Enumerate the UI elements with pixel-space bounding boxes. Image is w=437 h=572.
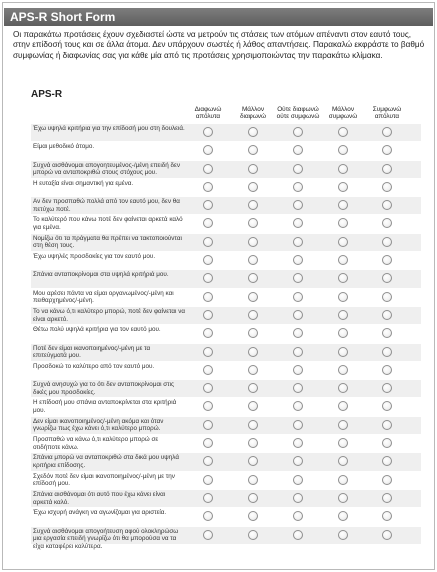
radio-option-1[interactable]	[203, 200, 213, 210]
table-row	[31, 527, 421, 550]
radio-option-4[interactable]	[338, 420, 348, 430]
column-header-strongly-disagree: Διαφωνώ απόλυτα	[194, 106, 222, 121]
question-text: Η ευταξία είναι σημαντική για εμένα.	[33, 179, 134, 187]
radio-option-2[interactable]	[248, 493, 258, 503]
questions-table	[31, 124, 421, 550]
radio-option-1[interactable]	[203, 164, 213, 174]
question-text: Συχνά αισθάνομαι απογοήτευση αφού ολοκληρώσω μια εργασία επειδή γνωρίζω ότι θα μπορούσα να τα είχα καταφέρει καλύτερα.	[33, 527, 179, 550]
question-text: Η επίδοσή μου σπάνια ανταποκρίνεται στα κριτήριά μου.	[33, 399, 177, 415]
radio-option-1[interactable]	[203, 530, 213, 540]
radio-option-4[interactable]	[338, 530, 348, 540]
radio-option-4[interactable]	[338, 218, 348, 228]
radio-option-5[interactable]	[382, 182, 392, 192]
question-text: Έχω ισχυρή ανάγκη να αγωνίζομαι για αριστεία.	[33, 509, 167, 517]
radio-option-3[interactable]	[293, 420, 303, 430]
question-text: Δεν είμαι ικανοποιημένος/-μένη ακόμα και όταν γνωρίζω πως έχω κάνει ό,τι καλύτερο μπορώ.	[33, 417, 164, 433]
column-header-agree: Μάλλον συμφωνώ	[328, 106, 358, 121]
radio-option-3[interactable]	[293, 218, 303, 228]
question-text: Μου αρέσει πάντα να είμαι οργανωμένος/-μένη και πειθαρχημένος/-μένη.	[33, 289, 174, 305]
radio-option-5[interactable]	[382, 127, 392, 137]
radio-option-3[interactable]	[293, 273, 303, 283]
question-text: Το καλύτερό που κάνω ποτέ δεν φαίνεται αρκετά καλό για εμένα.	[33, 216, 183, 232]
radio-option-4[interactable]	[338, 475, 348, 485]
radio-option-3[interactable]	[293, 237, 303, 247]
radio-option-1[interactable]	[203, 310, 213, 320]
radio-option-5[interactable]	[382, 273, 392, 283]
radio-option-5[interactable]	[382, 218, 392, 228]
radio-option-4[interactable]	[338, 456, 348, 466]
radio-option-4[interactable]	[338, 328, 348, 338]
radio-option-3[interactable]	[293, 456, 303, 466]
radio-option-4[interactable]	[338, 310, 348, 320]
radio-option-1[interactable]	[203, 182, 213, 192]
table-row	[31, 124, 421, 142]
column-header-neutral: Ούτε διαφωνώ ούτε συμφωνώ	[276, 106, 320, 121]
radio-option-1[interactable]	[203, 347, 213, 357]
question-text: Το να κάνω ό,τι καλύτερο μπορώ, ποτέ δεν φαίνεται να είναι αρκετό.	[33, 307, 185, 323]
radio-option-1[interactable]	[203, 511, 213, 521]
radio-option-5[interactable]	[382, 255, 392, 265]
radio-option-2[interactable]	[248, 255, 258, 265]
table-row	[31, 490, 421, 508]
radio-option-2[interactable]	[248, 328, 258, 338]
radio-option-3[interactable]	[293, 493, 303, 503]
question-text: Προσδοκώ το καλύτερο από τον εαυτό μου.	[33, 362, 155, 370]
radio-option-3[interactable]	[293, 347, 303, 357]
radio-option-1[interactable]	[203, 365, 213, 375]
radio-option-5[interactable]	[382, 475, 392, 485]
radio-option-4[interactable]	[338, 365, 348, 375]
table-row	[31, 435, 421, 453]
radio-option-4[interactable]	[338, 182, 348, 192]
radio-option-4[interactable]	[338, 127, 348, 137]
table-row	[31, 472, 421, 490]
radio-option-4[interactable]	[338, 401, 348, 411]
radio-option-3[interactable]	[293, 438, 303, 448]
question-text: Αν δεν προσπαθώ πολλά από τον εαυτό μου, δεν θα πετύχω ποτέ.	[33, 198, 180, 213]
table-row	[31, 362, 421, 380]
radio-option-5[interactable]	[382, 347, 392, 357]
radio-option-2[interactable]	[248, 164, 258, 174]
radio-option-3[interactable]	[293, 475, 303, 485]
radio-option-5[interactable]	[382, 456, 392, 466]
table-row	[31, 398, 421, 416]
table-row	[31, 325, 421, 343]
radio-option-5[interactable]	[382, 292, 392, 302]
radio-option-4[interactable]	[338, 292, 348, 302]
radio-option-4[interactable]	[338, 273, 348, 283]
radio-option-5[interactable]	[382, 145, 392, 155]
radio-option-1[interactable]	[203, 493, 213, 503]
radio-option-4[interactable]	[338, 200, 348, 210]
radio-option-2[interactable]	[248, 438, 258, 448]
radio-option-5[interactable]	[382, 328, 392, 338]
radio-option-4[interactable]	[338, 237, 348, 247]
table-row	[31, 234, 421, 252]
radio-option-2[interactable]	[248, 530, 258, 540]
question-text: Είμαι μεθοδικό άτομο.	[33, 143, 95, 151]
radio-option-2[interactable]	[248, 365, 258, 375]
radio-option-4[interactable]	[338, 383, 348, 393]
radio-option-4[interactable]	[338, 145, 348, 155]
radio-option-1[interactable]	[203, 328, 213, 338]
question-text: Σπάνια μπορώ να ανταποκριθώ στα δικά μου υψηλά κριτήρια επίδοσης.	[33, 454, 179, 469]
radio-option-1[interactable]	[203, 475, 213, 485]
radio-option-4[interactable]	[338, 493, 348, 503]
radio-option-4[interactable]	[338, 438, 348, 448]
table-row	[31, 453, 421, 471]
radio-option-5[interactable]	[382, 164, 392, 174]
question-text: Συχνά ανησυχώ για το ότι δεν ανταποκρίνομαι στις δικές μου προσδοκίες.	[33, 381, 175, 396]
radio-option-2[interactable]	[248, 401, 258, 411]
radio-option-1[interactable]	[203, 255, 213, 265]
radio-option-2[interactable]	[248, 383, 258, 393]
table-row	[31, 289, 421, 307]
question-text: Θέτω πολύ υψηλά κριτήρια για τον εαυτό μου.	[33, 326, 161, 334]
radio-option-1[interactable]	[203, 401, 213, 411]
radio-option-3[interactable]	[293, 310, 303, 320]
table-row	[31, 215, 421, 233]
radio-option-5[interactable]	[382, 530, 392, 540]
radio-option-4[interactable]	[338, 347, 348, 357]
radio-option-5[interactable]	[382, 511, 392, 521]
radio-option-3[interactable]	[293, 511, 303, 521]
radio-option-1[interactable]	[203, 127, 213, 137]
question-text: Σπάνια αισθάνομαι ότι αυτό που έχω κάνει είναι αρκετά καλό.	[33, 490, 166, 506]
radio-option-3[interactable]	[293, 200, 303, 210]
radio-option-1[interactable]	[203, 420, 213, 430]
radio-option-2[interactable]	[248, 310, 258, 320]
radio-option-2[interactable]	[248, 145, 258, 155]
question-text: Νομίζω ότι τα πράγματα θα πρέπει να τακτοποιούνται στη θέση τους.	[33, 234, 182, 250]
radio-option-2[interactable]	[248, 182, 258, 192]
radio-option-4[interactable]	[338, 255, 348, 265]
radio-option-4[interactable]	[338, 164, 348, 174]
radio-option-5[interactable]	[382, 365, 392, 375]
radio-option-1[interactable]	[203, 237, 213, 247]
question-text: Έχω υψηλές προσδοκίες για τον εαυτό μου.	[33, 253, 156, 261]
radio-option-2[interactable]	[248, 475, 258, 485]
radio-option-1[interactable]	[203, 145, 213, 155]
question-text: Προσπαθώ να κάνω ό,τι καλύτερο μπορώ σε οτιδήποτε κάνω.	[33, 436, 159, 451]
table-row	[31, 307, 421, 325]
table-row	[31, 417, 421, 435]
radio-option-2[interactable]	[248, 511, 258, 521]
radio-option-1[interactable]	[203, 273, 213, 283]
table-row	[31, 380, 421, 398]
table-row	[31, 197, 421, 215]
radio-option-2[interactable]	[248, 127, 258, 137]
radio-option-3[interactable]	[293, 292, 303, 302]
column-header-disagree: Μάλλον διαφωνώ	[240, 106, 266, 121]
radio-option-2[interactable]	[248, 292, 258, 302]
radio-option-1[interactable]	[203, 438, 213, 448]
radio-option-3[interactable]	[293, 164, 303, 174]
radio-option-3[interactable]	[293, 145, 303, 155]
radio-option-2[interactable]	[248, 273, 258, 283]
form-header: APS-R Short Form	[4, 8, 433, 26]
radio-option-3[interactable]	[293, 328, 303, 338]
radio-option-5[interactable]	[382, 493, 392, 503]
radio-option-5[interactable]	[382, 438, 392, 448]
table-row	[31, 252, 421, 270]
radio-option-2[interactable]	[248, 347, 258, 357]
radio-option-1[interactable]	[203, 218, 213, 228]
radio-option-5[interactable]	[382, 401, 392, 411]
radio-option-5[interactable]	[382, 200, 392, 210]
radio-option-3[interactable]	[293, 401, 303, 411]
radio-option-2[interactable]	[248, 218, 258, 228]
radio-option-1[interactable]	[203, 456, 213, 466]
table-row	[31, 508, 421, 526]
radio-option-4[interactable]	[338, 511, 348, 521]
radio-option-2[interactable]	[248, 200, 258, 210]
radio-option-2[interactable]	[248, 420, 258, 430]
radio-option-3[interactable]	[293, 383, 303, 393]
radio-option-3[interactable]	[293, 182, 303, 192]
table-row	[31, 270, 421, 288]
table-row	[31, 179, 421, 197]
question-text: Σχεδόν ποτέ δεν είμαι ικανοποιημένος/-μένη με την επίδοσή μου.	[33, 472, 175, 488]
question-text: Έχω υψηλά κριτήρια για την επίδοσή μου στη δουλειά.	[33, 125, 185, 132]
question-text: Σπάνια ανταποκρίνομαι στα υψηλά κριτήριά μου.	[33, 271, 169, 279]
radio-option-5[interactable]	[382, 383, 392, 393]
radio-option-5[interactable]	[382, 310, 392, 320]
column-header-strongly-agree: Συμφωνώ απόλυτα	[372, 106, 402, 121]
radio-option-5[interactable]	[382, 237, 392, 247]
radio-option-2[interactable]	[248, 456, 258, 466]
table-row	[31, 344, 421, 362]
radio-option-3[interactable]	[293, 365, 303, 375]
radio-option-5[interactable]	[382, 420, 392, 430]
table-row	[31, 161, 421, 179]
radio-option-3[interactable]	[293, 127, 303, 137]
question-text: Συχνά αισθάνομαι απογοητευμένος-/μένη επειδή δεν μπορώ να ανταποκριθώ στους στόχους μου.	[33, 161, 180, 177]
question-text: Ποτέ δεν είμαι ικανοποιημένος/-μένη με τα επιτεύγματά μου.	[33, 344, 151, 360]
radio-option-3[interactable]	[293, 530, 303, 540]
section-title: APS-R	[31, 89, 63, 100]
instructions-text: Οι παρακάτω προτάσεις έχουν σχεδιαστεί ώστε να μετρούν τις στάσεις των ατόμων απέναντι στον εαυτό τους, στην επίδοσή τους και σε άλλα άτομα. Δεν υπάρχουν σωστές ή λάθος απαντήσεις. Παρακαλώ εκφράστε το βαθμό συμφωνίας ή διαφωνίας σας για κάθε μία από τις προτάσεις χρησιμοποιώντας την παρακάτω κλίμακα.	[13, 30, 425, 60]
radio-option-2[interactable]	[248, 237, 258, 247]
radio-option-1[interactable]	[203, 383, 213, 393]
form-panel	[2, 2, 435, 570]
radio-option-3[interactable]	[293, 255, 303, 265]
table-row	[31, 142, 421, 160]
radio-option-1[interactable]	[203, 292, 213, 302]
